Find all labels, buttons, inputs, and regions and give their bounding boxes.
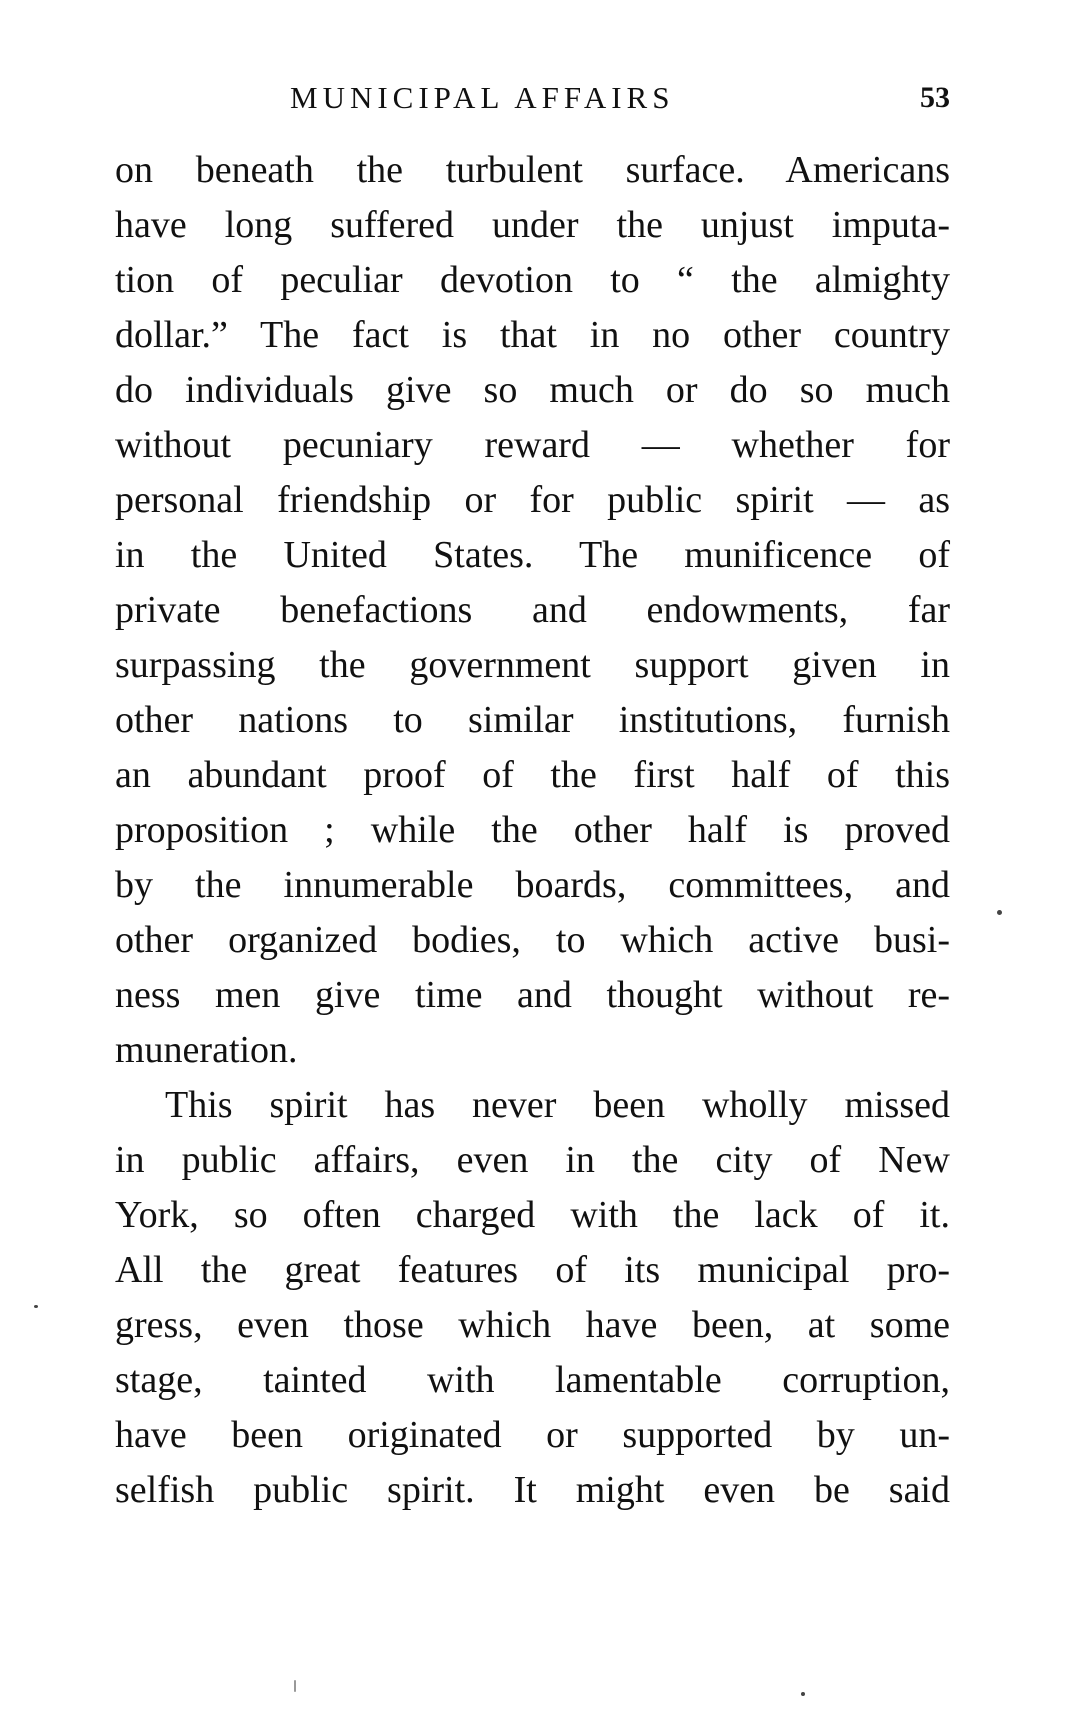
running-title: MUNICIPAL AFFAIRS (290, 80, 675, 115)
text-line: have long suffered under the unjust imputa- (115, 204, 950, 246)
text-line: in public affairs, even in the city of New (115, 1139, 950, 1181)
text-line: York, so often charged with the lack of it. (115, 1194, 950, 1236)
page-number: 53 (920, 81, 950, 114)
text-line: This spirit has never been wholly missed (165, 1084, 950, 1126)
text-line: in the United States. The munificence of (115, 534, 950, 576)
paragraph (115, 143, 950, 1078)
text-line: without pecuniary reward — whether for (115, 424, 950, 466)
text-line: All the great features of its municipal pro- (115, 1249, 950, 1291)
text-line: dollar.” The fact is that in no other country (115, 314, 950, 356)
text-line: muneration. (115, 1029, 298, 1071)
text-line: other organized bodies, to which active busi- (115, 919, 950, 961)
text-line: by the innumerable boards, committees, and (115, 864, 950, 906)
text-line: selfish public spirit. It might even be said (115, 1469, 950, 1511)
paragraph (115, 1078, 950, 1518)
text-line: personal friendship or for public spirit — as (115, 479, 950, 521)
running-head (115, 78, 950, 118)
text-line: proposition ; while the other half is proved (115, 809, 950, 851)
text-line: other nations to similar institutions, furnish (115, 699, 950, 741)
scan-speck (294, 1680, 296, 1692)
text-line: do individuals give so much or do so much (115, 369, 950, 411)
text-line: gress, even those which have been, at some (115, 1304, 950, 1346)
scan-speck (997, 910, 1002, 915)
scan-speck (801, 1692, 805, 1696)
text-line: ness men give time and thought without re- (115, 974, 950, 1016)
text-line: tion of peculiar devotion to “ the almighty (115, 259, 950, 301)
scan-speck (34, 1305, 38, 1308)
text-line: private benefactions and endowments, far (115, 589, 950, 631)
text-line: have been originated or supported by un- (115, 1414, 950, 1456)
text-line: stage, tainted with lamentable corruption, (115, 1359, 950, 1401)
text-line: an abundant proof of the first half of this (115, 754, 950, 796)
body-text (115, 143, 950, 1518)
text-line: surpassing the government support given in (115, 644, 950, 686)
text-line: on beneath the turbulent surface. Americans (115, 149, 950, 191)
